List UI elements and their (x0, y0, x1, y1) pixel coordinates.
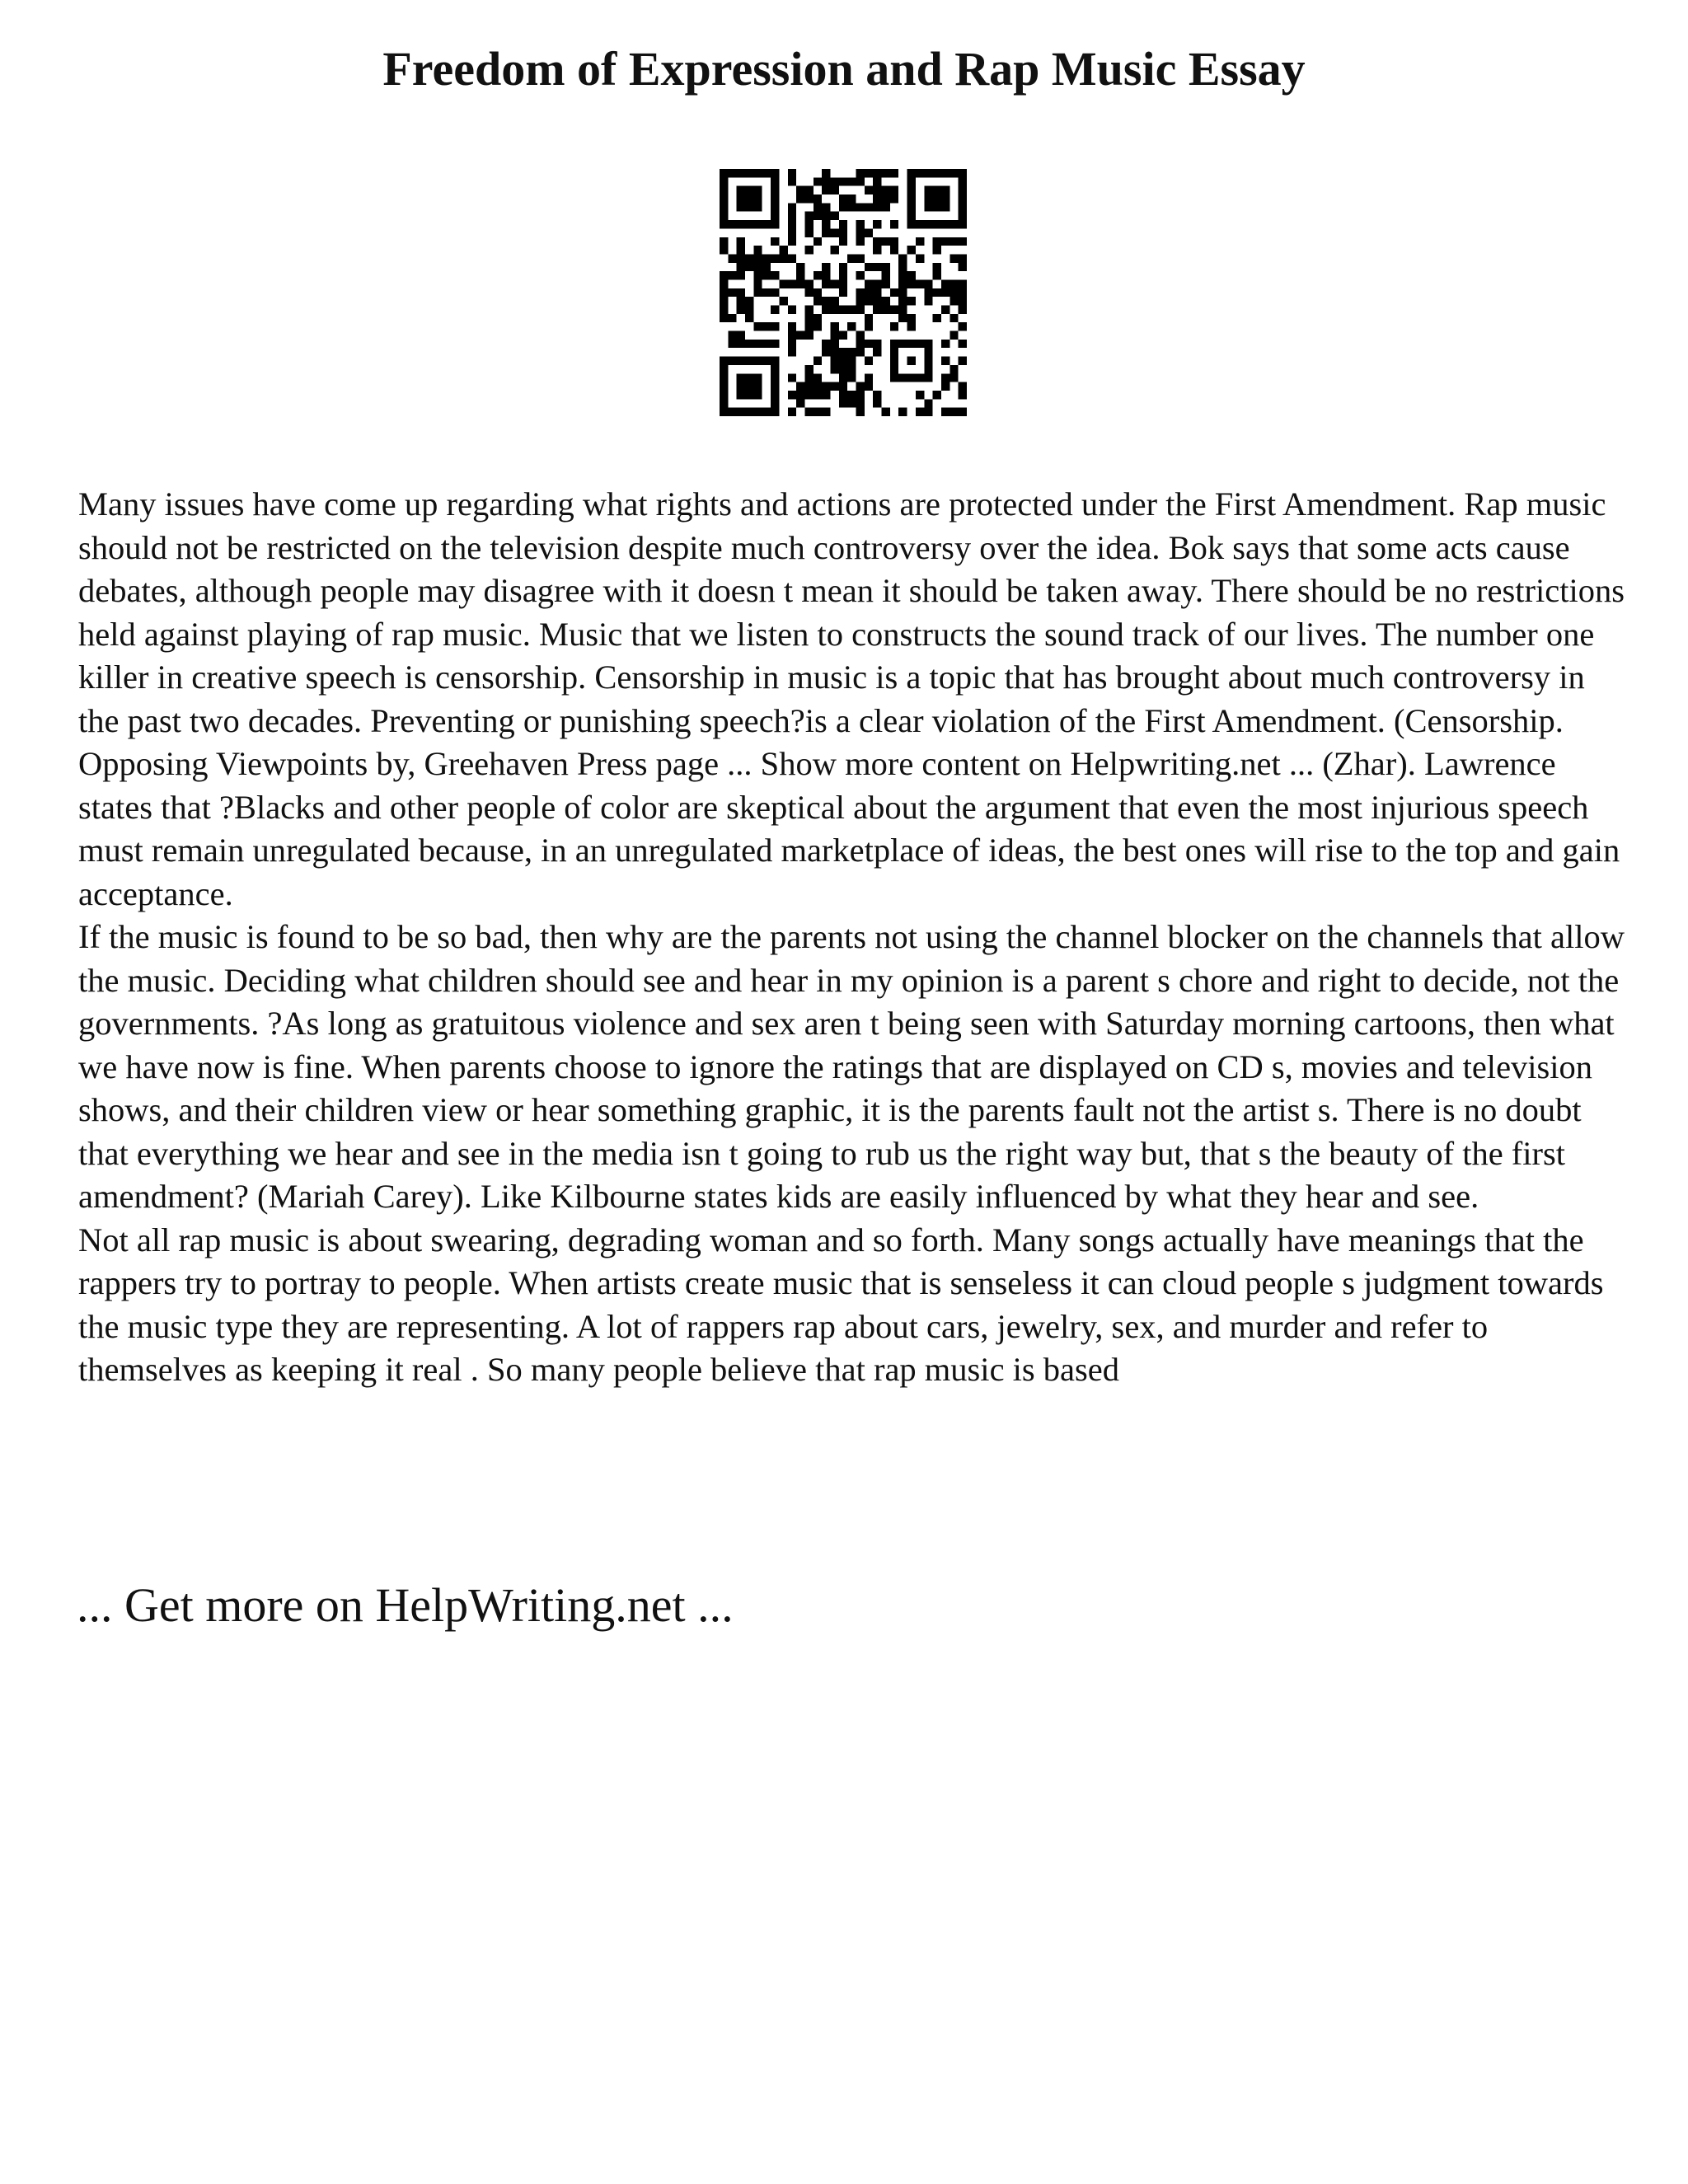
paragraph-2: If the music is found to be so bad, then why are the parents not using the channel blocker on the channels that allow the music. Deciding what children should see and hear in my opinion is a parent s chore and right to decide, not the governments. ?As long as gratuitous violence and sex aren t being seen with Saturday morning cartoons, then what we have now is fine. When parents choose to ignore the ratings that are displayed on CD s, movies and television shows, and their children view or hear something graphic, it is the parents fault not the artist s. There is no doubt that everything we hear and see in the media isn t going to rub us the right way but, that s the beauty of the first amendment? (Mariah Carey). Like Kilbourne states kids are easily influenced by what they hear and see. (78, 918, 1625, 1215)
qr-code-icon[interactable] (720, 169, 967, 416)
essay-body (78, 483, 1628, 1392)
document-title: Freedom of Expression and Rap Music Essay (382, 42, 1306, 96)
qr-code-graphic (720, 169, 967, 416)
paragraph-1: Many issues have come up regarding what rights and actions are protected under the First Amendment. Rap music should not be restricted on the television despite much controversy over the idea. Bok says that some acts cause debates, although people may disagree with it doesn t mean it should be taken away. There should be no restrictions held against playing of rap music. Music that we listen to constructs the sound track of our lives. The number one killer in creative speech is censorship. Censorship in music is a topic that has brought about much controversy in the past two decades. Preventing or punishing speech?is a clear violation of the First Amendment. (Censorship. Opposing Viewpoints by, Greehaven Press page ... Show more content on Helpwriting.net ... (Zhar). Lawrence states that ?Blacks and other people of color are skeptical about the argument that even the most injurious speech must remain unregulated because, in an unregulated marketplace of ideas, the best ones will rise to the top and gain acceptance. (78, 485, 1625, 912)
get-more-link[interactable]: ... Get more on HelpWriting.net ... (77, 1578, 734, 1632)
paragraph-3: Not all rap music is about swearing, degrading woman and so forth. Many songs actually have meanings that the rappers try to portray to people. When artists create music that is senseless it can cloud people s judgment towards the music type they are representing. A lot of rappers rap about cars, jewelry, sex, and murder and refer to themselves as keeping it real . So many people believe that rap music is based (78, 1221, 1604, 1388)
